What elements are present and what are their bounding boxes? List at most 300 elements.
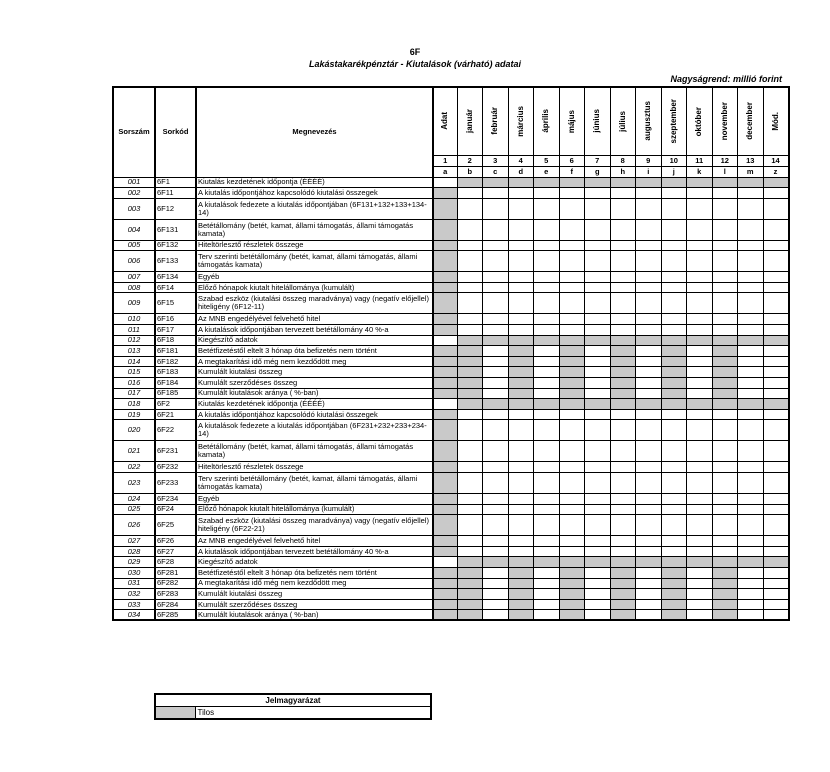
data-cell[interactable] [483,420,509,441]
data-cell[interactable] [636,367,662,378]
data-cell[interactable] [610,462,636,473]
data-cell[interactable] [687,325,713,336]
data-cell[interactable] [559,420,585,441]
data-cell[interactable] [661,409,687,420]
data-cell[interactable] [483,515,509,536]
data-cell[interactable] [636,589,662,600]
data-cell[interactable] [585,578,611,589]
data-cell[interactable] [636,378,662,389]
data-cell[interactable] [738,599,764,610]
data-cell[interactable] [534,240,560,251]
data-cell[interactable] [483,599,509,610]
data-cell[interactable] [687,515,713,536]
data-cell[interactable] [483,473,509,494]
data-cell[interactable] [508,420,534,441]
data-cell[interactable] [738,314,764,325]
data-cell[interactable] [610,504,636,515]
data-cell[interactable] [763,219,789,240]
data-cell[interactable] [610,282,636,293]
data-cell[interactable] [636,356,662,367]
data-cell[interactable] [763,462,789,473]
data-cell[interactable] [585,536,611,547]
data-cell[interactable] [763,198,789,219]
data-cell[interactable] [483,325,509,336]
data-cell[interactable] [763,610,789,621]
data-cell[interactable] [534,494,560,505]
data-cell[interactable] [534,388,560,399]
data-cell[interactable] [585,589,611,600]
data-cell[interactable] [636,610,662,621]
data-cell[interactable] [636,272,662,283]
data-cell[interactable] [687,441,713,462]
data-cell[interactable] [457,462,483,473]
data-cell[interactable] [687,188,713,199]
data-cell[interactable] [508,314,534,325]
data-cell[interactable] [610,293,636,314]
data-cell[interactable] [534,473,560,494]
data-cell[interactable] [763,494,789,505]
data-cell[interactable] [738,188,764,199]
data-cell[interactable] [687,378,713,389]
data-cell[interactable] [636,578,662,589]
data-cell[interactable] [559,473,585,494]
data-cell[interactable] [483,494,509,505]
data-cell[interactable] [763,282,789,293]
data-cell[interactable] [712,536,738,547]
data-cell[interactable] [610,198,636,219]
data-cell[interactable] [687,599,713,610]
data-cell[interactable] [457,515,483,536]
data-cell[interactable] [687,388,713,399]
data-cell[interactable] [457,420,483,441]
data-cell[interactable] [457,219,483,240]
data-cell[interactable] [559,314,585,325]
data-cell[interactable] [661,219,687,240]
data-cell[interactable] [738,293,764,314]
data-cell[interactable] [483,546,509,557]
data-cell[interactable] [483,567,509,578]
data-cell[interactable] [763,378,789,389]
data-cell[interactable] [636,251,662,272]
data-cell[interactable] [483,272,509,283]
data-cell[interactable] [738,578,764,589]
data-cell[interactable] [687,219,713,240]
data-cell[interactable] [687,567,713,578]
data-cell[interactable] [738,494,764,505]
data-cell[interactable] [585,325,611,336]
data-cell[interactable] [661,198,687,219]
data-cell[interactable] [661,314,687,325]
data-cell[interactable] [712,441,738,462]
data-cell[interactable] [661,494,687,505]
data-cell[interactable] [559,325,585,336]
data-cell[interactable] [712,293,738,314]
data-cell[interactable] [585,599,611,610]
data-cell[interactable] [712,409,738,420]
data-cell[interactable] [559,282,585,293]
data-cell[interactable] [585,346,611,357]
data-cell[interactable] [534,578,560,589]
data-cell[interactable] [687,578,713,589]
data-cell[interactable] [483,198,509,219]
data-cell[interactable] [738,462,764,473]
data-cell[interactable] [738,504,764,515]
data-cell[interactable] [534,219,560,240]
data-cell[interactable] [508,504,534,515]
data-cell[interactable] [738,356,764,367]
data-cell[interactable] [483,282,509,293]
data-cell[interactable] [457,325,483,336]
data-cell[interactable] [534,610,560,621]
data-cell[interactable] [661,504,687,515]
data-cell[interactable] [738,388,764,399]
data-cell[interactable] [763,504,789,515]
data-cell[interactable] [610,515,636,536]
data-cell[interactable] [763,441,789,462]
data-cell[interactable] [687,367,713,378]
data-cell[interactable] [712,251,738,272]
data-cell[interactable] [508,293,534,314]
data-cell[interactable] [738,473,764,494]
data-cell[interactable] [559,441,585,462]
data-cell[interactable] [738,589,764,600]
data-cell[interactable] [534,462,560,473]
data-cell[interactable] [534,567,560,578]
data-cell[interactable] [585,314,611,325]
data-cell[interactable] [763,188,789,199]
data-cell[interactable] [763,356,789,367]
data-cell[interactable] [763,314,789,325]
data-cell[interactable] [738,367,764,378]
data-cell[interactable] [508,282,534,293]
data-cell[interactable] [457,314,483,325]
data-cell[interactable] [585,293,611,314]
data-cell[interactable] [661,272,687,283]
data-cell[interactable] [687,504,713,515]
data-cell[interactable] [559,293,585,314]
data-cell[interactable] [738,282,764,293]
data-cell[interactable] [661,293,687,314]
data-cell[interactable] [534,314,560,325]
data-cell[interactable] [738,409,764,420]
data-cell[interactable] [636,494,662,505]
data-cell[interactable] [610,188,636,199]
data-cell[interactable] [585,441,611,462]
data-cell[interactable] [534,251,560,272]
data-cell[interactable] [585,219,611,240]
data-cell[interactable] [457,536,483,547]
data-cell[interactable] [687,610,713,621]
data-cell[interactable] [687,409,713,420]
data-cell[interactable] [508,536,534,547]
data-cell[interactable] [763,536,789,547]
data-cell[interactable] [457,240,483,251]
data-cell[interactable] [534,378,560,389]
data-cell[interactable] [610,420,636,441]
data-cell[interactable] [508,188,534,199]
data-cell[interactable] [534,546,560,557]
data-cell[interactable] [610,546,636,557]
data-cell[interactable] [585,378,611,389]
data-cell[interactable] [585,462,611,473]
data-cell[interactable] [687,420,713,441]
data-cell[interactable] [534,504,560,515]
data-cell[interactable] [534,515,560,536]
data-cell[interactable] [738,378,764,389]
data-cell[interactable] [534,272,560,283]
data-cell[interactable] [636,462,662,473]
data-cell[interactable] [610,325,636,336]
data-cell[interactable] [559,409,585,420]
data-cell[interactable] [636,293,662,314]
data-cell[interactable] [534,293,560,314]
data-cell[interactable] [738,198,764,219]
data-cell[interactable] [712,325,738,336]
data-cell[interactable] [585,409,611,420]
data-cell[interactable] [712,462,738,473]
data-cell[interactable] [508,219,534,240]
data-cell[interactable] [738,536,764,547]
data-cell[interactable] [636,388,662,399]
data-cell[interactable] [687,356,713,367]
data-cell[interactable] [508,494,534,505]
data-cell[interactable] [457,504,483,515]
data-cell[interactable] [483,589,509,600]
data-cell[interactable] [559,536,585,547]
data-cell[interactable] [763,578,789,589]
data-cell[interactable] [559,251,585,272]
data-cell[interactable] [559,546,585,557]
data-cell[interactable] [738,546,764,557]
data-cell[interactable] [661,462,687,473]
data-cell[interactable] [483,251,509,272]
data-cell[interactable] [661,251,687,272]
data-cell[interactable] [738,441,764,462]
data-cell[interactable] [534,282,560,293]
data-cell[interactable] [483,536,509,547]
data-cell[interactable] [559,515,585,536]
data-cell[interactable] [483,409,509,420]
data-cell[interactable] [483,219,509,240]
data-cell[interactable] [712,314,738,325]
data-cell[interactable] [738,272,764,283]
data-cell[interactable] [687,346,713,357]
data-cell[interactable] [636,325,662,336]
data-cell[interactable] [585,388,611,399]
data-cell[interactable] [483,388,509,399]
data-cell[interactable] [559,240,585,251]
data-cell[interactable] [763,409,789,420]
data-cell[interactable] [687,536,713,547]
data-cell[interactable] [534,441,560,462]
data-cell[interactable] [559,462,585,473]
data-cell[interactable] [508,515,534,536]
data-cell[interactable] [483,367,509,378]
data-cell[interactable] [661,240,687,251]
data-cell[interactable] [483,314,509,325]
data-cell[interactable] [738,251,764,272]
data-cell[interactable] [763,599,789,610]
data-cell[interactable] [610,441,636,462]
data-cell[interactable] [636,198,662,219]
data-cell[interactable] [457,473,483,494]
data-cell[interactable] [610,494,636,505]
data-cell[interactable] [483,356,509,367]
data-cell[interactable] [585,272,611,283]
data-cell[interactable] [687,473,713,494]
data-cell[interactable] [763,240,789,251]
data-cell[interactable] [763,272,789,283]
data-cell[interactable] [483,441,509,462]
data-cell[interactable] [585,420,611,441]
data-cell[interactable] [763,589,789,600]
data-cell[interactable] [763,346,789,357]
data-cell[interactable] [687,198,713,219]
data-cell[interactable] [508,546,534,557]
data-cell[interactable] [610,409,636,420]
data-cell[interactable] [738,515,764,536]
data-cell[interactable] [687,240,713,251]
data-cell[interactable] [457,494,483,505]
data-cell[interactable] [508,473,534,494]
data-cell[interactable] [636,515,662,536]
data-cell[interactable] [763,473,789,494]
data-cell[interactable] [483,504,509,515]
data-cell[interactable] [763,251,789,272]
data-cell[interactable] [585,367,611,378]
data-cell[interactable] [661,546,687,557]
data-cell[interactable] [559,198,585,219]
data-cell[interactable] [610,314,636,325]
data-cell[interactable] [636,240,662,251]
data-cell[interactable] [712,240,738,251]
data-cell[interactable] [661,188,687,199]
data-cell[interactable] [534,198,560,219]
data-cell[interactable] [687,589,713,600]
data-cell[interactable] [687,272,713,283]
data-cell[interactable] [738,219,764,240]
data-cell[interactable] [738,420,764,441]
data-cell[interactable] [687,462,713,473]
data-cell[interactable] [712,546,738,557]
data-cell[interactable] [661,536,687,547]
data-cell[interactable] [712,515,738,536]
data-cell[interactable] [534,325,560,336]
data-cell[interactable] [585,546,611,557]
data-cell[interactable] [610,219,636,240]
data-cell[interactable] [457,272,483,283]
data-cell[interactable] [508,325,534,336]
data-cell[interactable] [610,536,636,547]
data-cell[interactable] [483,378,509,389]
data-cell[interactable] [712,272,738,283]
data-cell[interactable] [636,546,662,557]
data-cell[interactable] [661,282,687,293]
data-cell[interactable] [636,599,662,610]
data-cell[interactable] [508,240,534,251]
data-cell[interactable] [763,293,789,314]
data-cell[interactable] [585,251,611,272]
data-cell[interactable] [559,272,585,283]
data-cell[interactable] [661,325,687,336]
data-cell[interactable] [738,325,764,336]
data-cell[interactable] [534,536,560,547]
data-cell[interactable] [483,293,509,314]
data-cell[interactable] [610,240,636,251]
data-cell[interactable] [636,409,662,420]
data-cell[interactable] [687,251,713,272]
data-cell[interactable] [483,188,509,199]
data-cell[interactable] [763,546,789,557]
data-cell[interactable] [585,198,611,219]
data-cell[interactable] [661,441,687,462]
data-cell[interactable] [559,188,585,199]
data-cell[interactable] [534,188,560,199]
data-cell[interactable] [712,473,738,494]
data-cell[interactable] [585,610,611,621]
data-cell[interactable] [636,536,662,547]
data-cell[interactable] [687,282,713,293]
data-cell[interactable] [457,198,483,219]
data-cell[interactable] [483,462,509,473]
data-cell[interactable] [712,420,738,441]
data-cell[interactable] [534,356,560,367]
data-cell[interactable] [457,188,483,199]
data-cell[interactable] [585,567,611,578]
data-cell[interactable] [610,251,636,272]
data-cell[interactable] [687,314,713,325]
data-cell[interactable] [585,515,611,536]
data-cell[interactable] [763,388,789,399]
data-cell[interactable] [763,325,789,336]
data-cell[interactable] [457,409,483,420]
data-cell[interactable] [457,251,483,272]
data-cell[interactable] [738,240,764,251]
data-cell[interactable] [712,188,738,199]
data-cell[interactable] [687,494,713,505]
data-cell[interactable] [636,314,662,325]
data-cell[interactable] [534,599,560,610]
data-cell[interactable] [483,240,509,251]
data-cell[interactable] [610,473,636,494]
data-cell[interactable] [534,409,560,420]
data-cell[interactable] [585,188,611,199]
data-cell[interactable] [508,251,534,272]
data-cell[interactable] [636,473,662,494]
data-cell[interactable] [534,367,560,378]
data-cell[interactable] [483,610,509,621]
data-cell[interactable] [636,504,662,515]
data-cell[interactable] [738,346,764,357]
data-cell[interactable] [661,473,687,494]
data-cell[interactable] [534,420,560,441]
data-cell[interactable] [585,504,611,515]
data-cell[interactable] [508,409,534,420]
data-cell[interactable] [483,578,509,589]
data-cell[interactable] [636,567,662,578]
data-cell[interactable] [508,198,534,219]
data-cell[interactable] [508,272,534,283]
data-cell[interactable] [585,494,611,505]
data-cell[interactable] [585,240,611,251]
data-cell[interactable] [636,346,662,357]
data-cell[interactable] [636,420,662,441]
data-cell[interactable] [763,420,789,441]
data-cell[interactable] [534,346,560,357]
data-cell[interactable] [687,293,713,314]
data-cell[interactable] [585,473,611,494]
data-cell[interactable] [712,219,738,240]
